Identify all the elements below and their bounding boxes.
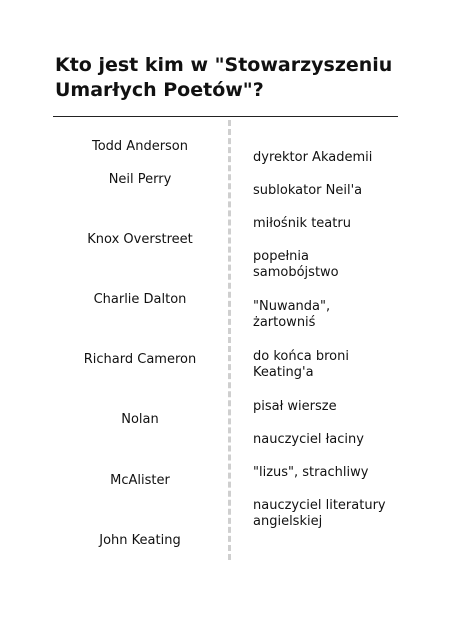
title-line-2: Umarłych Poetów"?: [55, 79, 264, 101]
name-charlie-dalton: Charlie Dalton: [93, 292, 187, 307]
name-mcalister: McAlister: [110, 473, 170, 488]
name-john-keating: John Keating: [99, 533, 181, 548]
desc-dyrektor: dyrektor Akademii: [253, 150, 373, 165]
desc-nauczyciel-laciny: nauczyciel łaciny: [253, 432, 364, 447]
desc-nauczyciel-literatury: nauczyciel literatury angielskiej: [253, 498, 386, 529]
column-divider: [228, 120, 231, 560]
name-todd-anderson: Todd Anderson: [91, 139, 188, 154]
desc-sublokator: sublokator Neil'a: [253, 183, 363, 198]
title-line-1: Kto jest kim w "Stowarzyszeniu: [55, 54, 393, 76]
desc-broni-keatinga: do końca broni Keating'a: [253, 349, 349, 380]
title-underline: [53, 116, 398, 117]
desc-milosnik-teatru: miłośnik teatru: [253, 216, 351, 231]
page-title: [55, 53, 415, 103]
name-neil-perry: Neil Perry: [108, 172, 172, 187]
name-knox-overstreet: Knox Overstreet: [87, 232, 193, 247]
desc-pisal-wiersze: pisał wiersze: [253, 399, 337, 414]
desc-samobojstwo: popełnia samobójstwo: [253, 249, 339, 280]
name-nolan: Nolan: [121, 412, 159, 427]
desc-lizus: "lizus", strachliwy: [253, 465, 369, 480]
name-richard-cameron: Richard Cameron: [83, 352, 197, 367]
desc-nuwanda: "Nuwanda", żartowniś: [253, 299, 331, 330]
